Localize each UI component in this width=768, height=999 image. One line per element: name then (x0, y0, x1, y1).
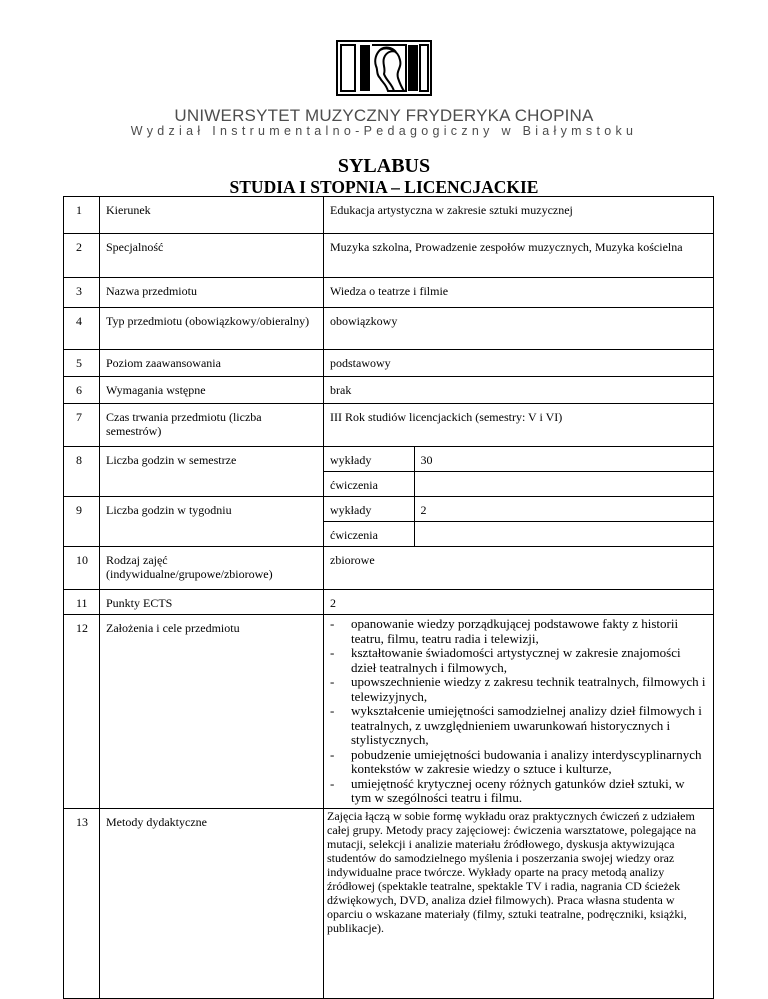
row-number: 11 (64, 590, 100, 615)
row-number: 7 (64, 404, 100, 447)
table-row (64, 377, 714, 404)
row-label: Czas trwania przedmiotu (liczba semestrów) (100, 404, 324, 447)
row-label: Nazwa przedmiotu (100, 278, 324, 308)
hours-subtable (324, 497, 713, 546)
table-row (64, 234, 714, 278)
faculty-name: Wydział Instrumentalno-Pedagogiczny w Białymstoku (130, 124, 638, 138)
row-label: Wymagania wstępne (100, 377, 324, 404)
row-value: Muzyka szkolna, Prowadzenie zespołów muzycznych, Muzyka kościelna (324, 234, 714, 278)
row-number: 10 (64, 547, 100, 590)
subrow-label: wykłady (324, 497, 414, 522)
row-label: Specjalność (100, 234, 324, 278)
subrow-label: wykłady (324, 447, 414, 472)
row-number: 6 (64, 377, 100, 404)
list-item: - wykształcenie umiejętności samodzielnej analizy dzieł filmowych i teatralnych, z uwzględnieniem uwarunkowań historycznych i stylistycznych, (327, 704, 708, 748)
row-label: Liczba godzin w semestrze (100, 447, 324, 497)
university-name: UNIWERSYTET MUZYCZNY FRYDERYKA CHOPINA (174, 106, 594, 125)
subrow-value (414, 472, 713, 497)
goals-list (327, 617, 708, 806)
row-value: podstawowy (324, 350, 714, 377)
table-row (64, 808, 714, 998)
subrow-value (414, 522, 713, 547)
table-row (64, 308, 714, 350)
row-label: Poziom zaawansowania (100, 350, 324, 377)
subrow-value: 30 (414, 447, 713, 472)
table-row (64, 197, 714, 234)
row-number: 13 (64, 808, 100, 998)
subrow-label: ćwiczenia (324, 522, 414, 547)
row-number: 9 (64, 497, 100, 547)
row-value: brak (324, 377, 714, 404)
row-number: 12 (64, 615, 100, 809)
table-row (64, 278, 714, 308)
list-item: - umiejętność krytycznej oceny różnych gatunków dzieł sztuki, w tym w szególności teatru i filmu. (327, 777, 708, 806)
hours-subtable (324, 447, 713, 496)
list-item: - kształtowanie świadomości artystycznej w zakresie znajomości dzieł teatralnych i filmowych, (327, 646, 708, 675)
table-row (64, 350, 714, 377)
table-row (64, 590, 714, 615)
row-value: 2 (324, 590, 714, 615)
row-label: Kierunek (100, 197, 324, 234)
document-title: SYLABUS (337, 155, 431, 177)
row-value: Wiedza o teatrze i filmie (324, 278, 714, 308)
row-value: Zajęcia łączą w sobie formę wykładu oraz praktycznych ćwiczeń z udziałem całej grupy. Metody pracy zajęciowej: ćwiczenia warsztatowe, polegające na mutacji, selekcji i analizie materiału źródłowego, dyskusja aktywizująca studentów do samodzielnego myślenia i poszerzania swojej wiedzy oraz indywidualne prace twórcze. Wykłady oparte na pracy metodą analizy źródłowej (spektakle teatralne, spektakle TV i radia, nagrania CD ścieżek dźwiękowych, DVD, analiza dzieł filmowych). Praca własna studenta w oparciu o wskazane materiały (filmy, sztuki teatralne, podręczniki, książki, publikacje). (324, 808, 714, 998)
list-item: - upowszechnienie wiedzy z zakresu technik teatralnych, filmowych i telewizyjnych, (327, 675, 708, 704)
row-label: Rodzaj zajęć (indywidualne/grupowe/zbiorowe) (100, 547, 324, 590)
syllabus-table (63, 196, 714, 999)
row-label: Liczba godzin w tygodniu (100, 497, 324, 547)
row-label: Typ przedmiotu (obowiązkowy/obieralny) (100, 308, 324, 350)
row-number: 5 (64, 350, 100, 377)
list-item: - pobudzenie umiejętności budowania i analizy interdyscyplinarnych kontekstów w zakresie wiedzy o sztuce i kulturze, (327, 748, 708, 777)
row-value: zbiorowe (324, 547, 714, 590)
university-logo-icon (336, 40, 432, 96)
subrow-value: 2 (414, 497, 713, 522)
table-row (64, 447, 714, 497)
row-value: obowiązkowy (324, 308, 714, 350)
document-subtitle: STUDIA I STOPNIA – LICENCJACKIE (229, 177, 539, 197)
table-row (64, 547, 714, 590)
subrow-label: ćwiczenia (324, 472, 414, 497)
table-row (64, 615, 714, 809)
row-value: III Rok studiów licencjackich (semestry: V i VI) (324, 404, 714, 447)
row-number: 1 (64, 197, 100, 234)
row-label: Założenia i cele przedmiotu (100, 615, 324, 809)
row-number: 3 (64, 278, 100, 308)
row-number: 2 (64, 234, 100, 278)
row-value: Edukacja artystyczna w zakresie sztuki muzycznej (324, 197, 714, 234)
table-row (64, 404, 714, 447)
row-number: 8 (64, 447, 100, 497)
row-label: Punkty ECTS (100, 590, 324, 615)
row-number: 4 (64, 308, 100, 350)
table-row (64, 497, 714, 547)
row-label: Metody dydaktyczne (100, 808, 324, 998)
list-item: - opanowanie wiedzy porządkującej podstawowe fakty z historii teatru, filmu, teatru radia i telewizji, (327, 617, 708, 646)
